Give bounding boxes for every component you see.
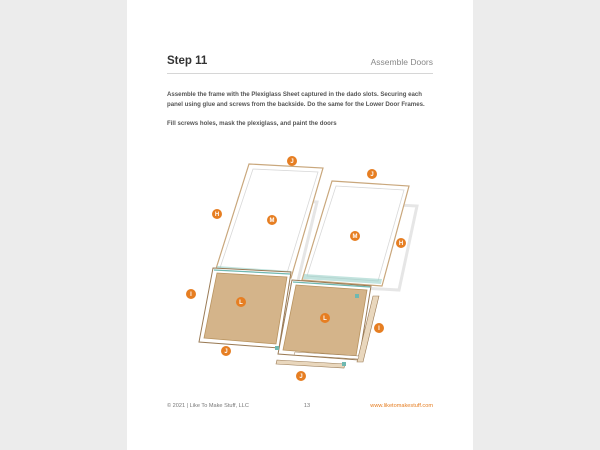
- instruction-paragraph-2: Fill screws holes, mask the plexiglass, and paint the doors: [167, 120, 337, 127]
- callout-h-left: [212, 209, 222, 219]
- callout-j-top-left: [287, 156, 297, 166]
- callout-i-left: [186, 289, 196, 299]
- svg-text:J: J: [290, 159, 294, 166]
- callout-j-bottom: [296, 371, 306, 381]
- section-title: Assemble Doors: [370, 57, 433, 67]
- svg-text:I: I: [190, 292, 192, 299]
- callout-l-right: [320, 313, 330, 323]
- svg-text:J: J: [299, 374, 303, 381]
- svg-text:L: L: [323, 316, 327, 323]
- lower-left-door: [199, 268, 291, 348]
- svg-text:H: H: [214, 212, 220, 219]
- callout-j-lower-left: [221, 346, 231, 356]
- copyright-text: © 2021 | Like To Make Stuff, LLC: [167, 403, 249, 409]
- callout-h-right: [396, 238, 406, 248]
- header-divider: [167, 73, 433, 74]
- callout-m-left: [267, 215, 277, 225]
- svg-text:L: L: [239, 300, 243, 307]
- svg-text:I: I: [378, 326, 380, 333]
- callout-i-right: [374, 323, 384, 333]
- svg-text:H: H: [398, 241, 404, 248]
- callout-m-right: [350, 231, 360, 241]
- website-link[interactable]: www.liketomakestuff.com: [370, 403, 433, 409]
- svg-text:M: M: [269, 218, 275, 225]
- step-title: Step 11: [167, 55, 208, 67]
- page-number: 13: [303, 403, 311, 409]
- instruction-paragraph-1: Assemble the frame with the Plexiglass Sheet captured in the dado slots. Securing each panel using glue and screws from the backside. Do the same for the Lower Door Frames.: [167, 91, 425, 108]
- callout-j-top-right: [367, 169, 377, 179]
- instructions: [167, 90, 435, 129]
- svg-text:M: M: [352, 234, 358, 241]
- document-page: [127, 0, 473, 450]
- callout-l-left: [236, 297, 246, 307]
- svg-text:J: J: [370, 172, 374, 179]
- svg-text:J: J: [224, 349, 228, 356]
- door-assembly-diagram: [127, 150, 473, 390]
